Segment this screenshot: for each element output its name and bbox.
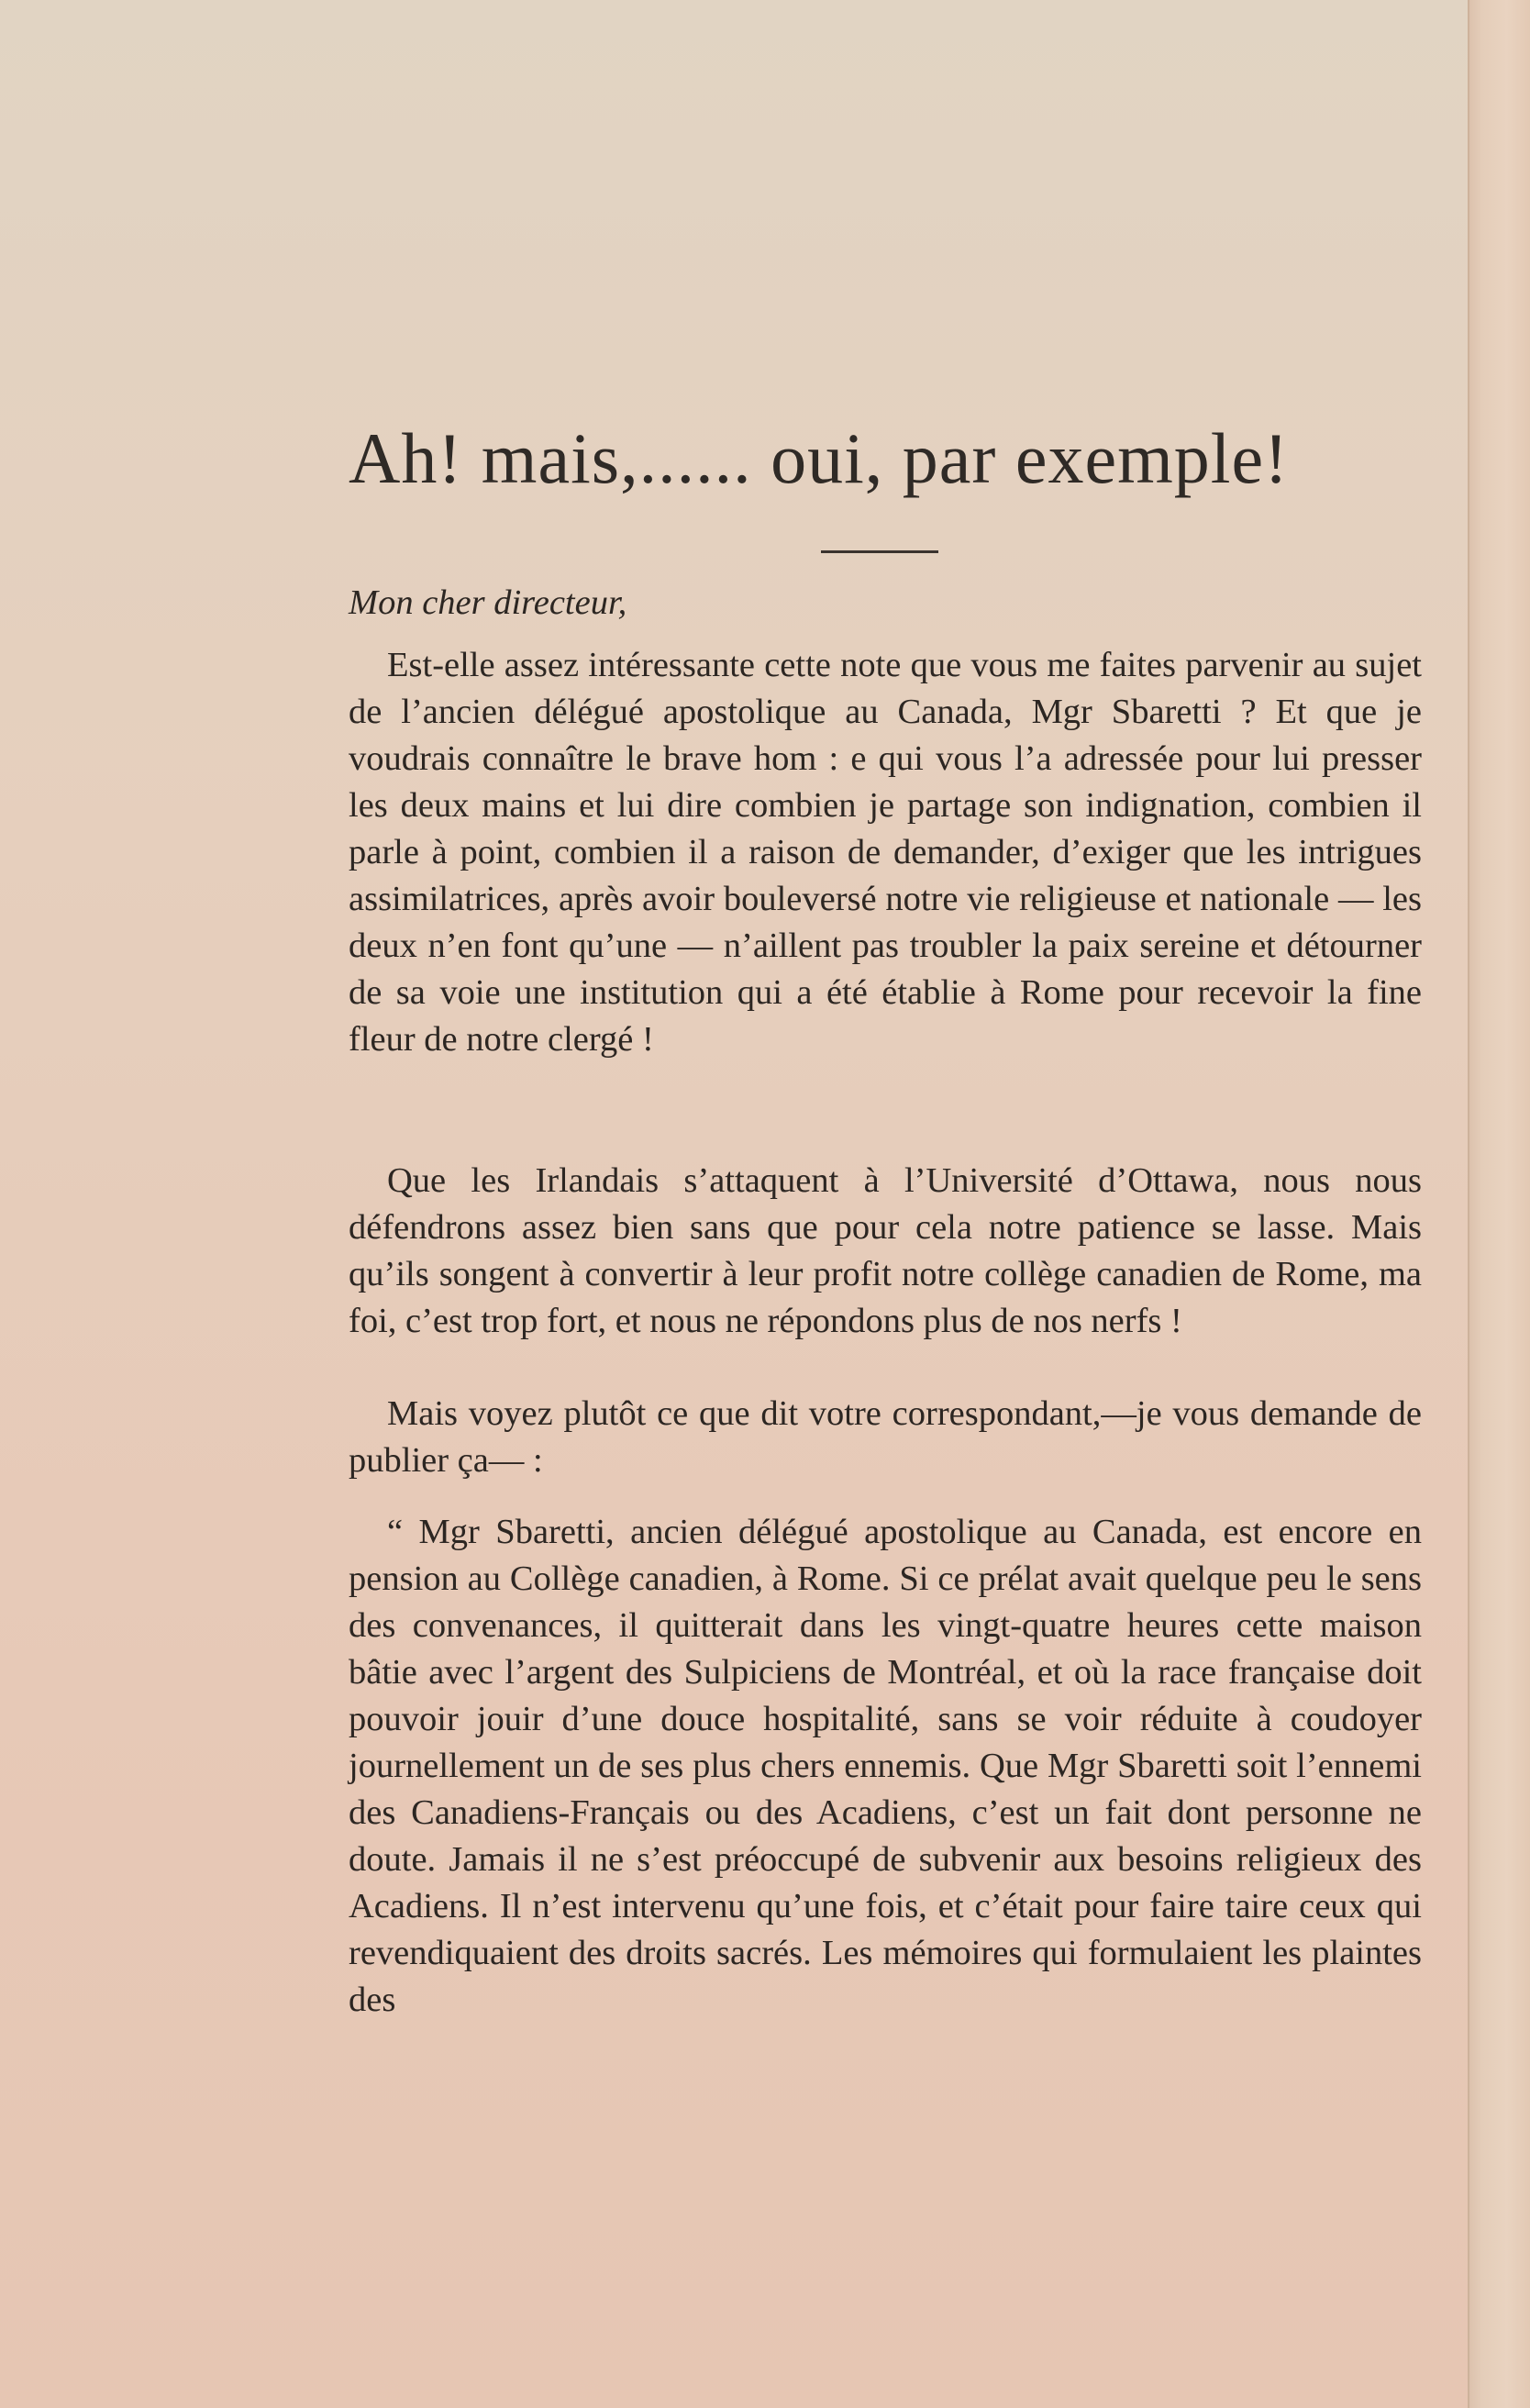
paragraph-4-quote: “ Mgr Sbaretti, ancien délégué apostolique au Canada, est encore en pension au Collège canadien, à Rome. Si ce prélat avait quelque peu le sens des convenances, il quitterait dans les vingt-quatre heures cette maison bâtie avec l’argent des Sulpiciens de Montréal, et où la race française doit pouvoir jouir d’une douce hospitalité, sans se voir réduite à coudoyer journellement un de ses plus chers ennemis. Que Mgr Sbaretti soit l’ennemi des Canadiens-Français ou des Acadiens, c’est un fait dont personne ne doute. Jamais il ne s’est préoccupé de subvenir aux besoins religieux des Acadiens. Il n’est intervenu qu’une fois, et c’était pour faire taire ceux qui revendiquaient des droits sacrés. Les mémoires qui formulaient les plaintes des xyxy=(349,1513,1422,2019)
title-divider xyxy=(821,550,938,553)
paragraph-1: Est-elle assez intéressante cette note que vous me faites parvenir au sujet de l’ancien délégué apostolique au Canada, Mgr Sbaretti ? Et que je voudrais connaître le brave hom : e qui vous l’a adressée pour lui presser les deux mains et lui dire combien je partage son indignation, combien il parle à point, combien il a raison de demander, d’exiger que les intrigues assimilatrices, après avoir bouleversé notre vie religieuse et nationale — les deux n’en font qu’une — n’aillent pas troubler la paix sereine et détourner de sa voie une institution qui a été établie à Rome pour recevoir la fine fleur de notre clergé ! xyxy=(349,646,1422,1059)
salutation: Mon cher directeur, xyxy=(349,583,627,622)
paragraph-2: Que les Irlandais s’attaquent à l’Université d’Ottawa, nous nous défendrons assez bien sans que pour cela notre patience se lasse. Mais qu’ils songent à convertir à leur profit notre collège canadien de Rome, ma foi, c’est trop fort, et nous ne répondons plus de nos nerfs ! xyxy=(349,1161,1422,1340)
page-edge xyxy=(1468,0,1530,2408)
page-title: Ah! mais,...... oui, par exemple! xyxy=(349,418,1290,498)
paragraph-3: Mais voyez plutôt ce que dit votre correspondant,—je vous demande de publier ça— : xyxy=(349,1394,1422,1480)
